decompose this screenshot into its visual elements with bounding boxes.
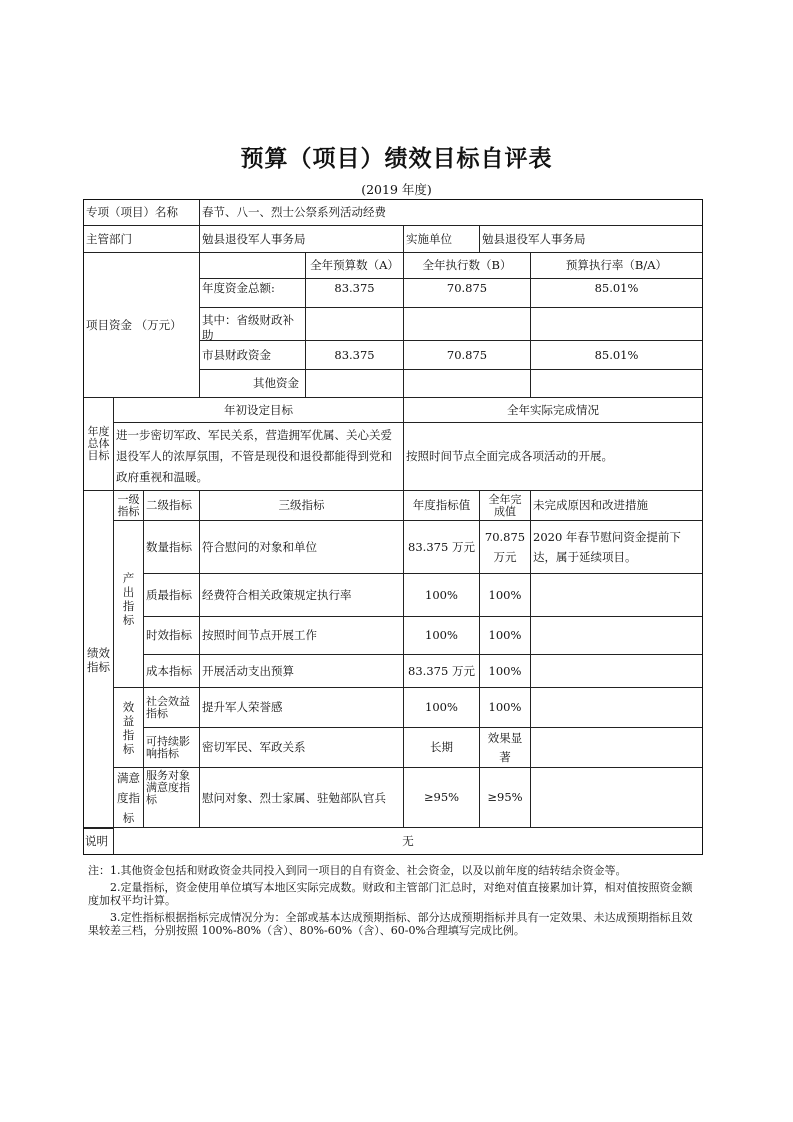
- funding-row-actual: 70.875: [403, 340, 531, 370]
- funding-header-blank: [199, 252, 306, 279]
- group-output-label: 产出指标: [113, 520, 144, 688]
- group-benefit-label: 效益指标: [113, 687, 144, 768]
- indicator-level2: 时效指标: [143, 616, 200, 655]
- indicator-level2: 质最指标: [143, 573, 200, 617]
- funding-row-label: 其他资金: [199, 369, 306, 398]
- impl-value: 勉县退役军人事务局: [479, 225, 703, 253]
- header-level1: 一级指标: [113, 490, 144, 521]
- indicator-level3: 符合慰问的对象和单位: [199, 520, 404, 574]
- indicator-level2: 可持续影响指标: [143, 727, 200, 768]
- dept-label: 主管部门: [83, 225, 200, 253]
- impl-label: 实施单位: [403, 225, 480, 253]
- indicator-target: 长期: [403, 727, 480, 768]
- funding-row-actual: [403, 369, 531, 398]
- indicator-target: ≥95%: [403, 767, 480, 828]
- indicator-reason: [530, 687, 703, 728]
- indicator-actual: 100%: [479, 616, 531, 655]
- indicator-level2: 成本指标: [143, 654, 200, 688]
- indicator-level3: 密切军民、军政关系: [199, 727, 404, 768]
- goals-actual-header: 全年实际完成情况: [403, 397, 703, 423]
- goals-actual-text: 按照时间节点全面完成各项活动的开展。: [403, 422, 703, 491]
- indicator-target: 100%: [403, 573, 480, 617]
- indicator-reason: [530, 727, 703, 768]
- indicator-level3: 提升军人荣誉感: [199, 687, 404, 728]
- funding-row-rate: 85.01%: [530, 278, 703, 308]
- funding-header-rate: 预算执行率（B/A）: [530, 252, 703, 279]
- goals-initial-header: 年初设定目标: [113, 397, 404, 423]
- header-level3: 三级指标: [199, 490, 404, 521]
- funding-row-rate: 85.01%: [530, 340, 703, 370]
- funding-header-actual: 全年执行数（B）: [403, 252, 531, 279]
- notes: [88, 864, 703, 941]
- indicator-reason: [530, 573, 703, 617]
- indicator-level2: 数量指标: [143, 520, 200, 574]
- document-title: 预算（项目）绩效目标自评表: [240, 146, 553, 172]
- funding-row-actual: [403, 307, 531, 341]
- indicator-level3: 开展活动支出预算: [199, 654, 404, 688]
- indicator-target: 100%: [403, 687, 480, 728]
- indicator-reason: [530, 654, 703, 688]
- funding-header-budget: 全年预算数（A）: [305, 252, 404, 279]
- group-satisfaction-label: 满意度指标: [113, 767, 144, 828]
- document-year: (2019 年度): [361, 182, 432, 197]
- note-1: 注：1.其他资金包括和财政资金共同投入到同一项目的自有资金、社会资金，以及以前年度的结转结余资金等。: [88, 864, 627, 877]
- project-name-value: 春节、八一、烈士公祭系列活动经费: [199, 199, 703, 226]
- funding-row-label: 年度资金总额:: [199, 278, 306, 308]
- indicator-reason: [530, 767, 703, 828]
- funding-row-budget: [305, 369, 404, 398]
- indicator-actual: 100%: [479, 573, 531, 617]
- indicator-level2: 服务对象满意度指标: [143, 767, 200, 828]
- indicator-target: 100%: [403, 616, 480, 655]
- header-target: 年度指标值: [403, 490, 480, 521]
- funding-row-budget: 83.375: [305, 278, 404, 308]
- indicator-level2: 社会效益指标: [143, 687, 200, 728]
- note-2: 2.定量指标，资金使用单位填写本地区实际完成数。财政和主管部门汇总时，对绝对值直接累加计算，相对值按照资金额度加权平均计算。: [88, 881, 693, 907]
- funding-row-rate: [530, 369, 703, 398]
- header-reason: 未完成原因和改进措施: [530, 490, 703, 521]
- goals-initial-text: 进一步密切军政、军民关系，营造拥军优属、关心关爱退役军人的浓厚氛围，不管是现役和退役都能得到党和政府重视和温暖。: [113, 422, 404, 491]
- indicator-level3: 按照时间节点开展工作: [199, 616, 404, 655]
- header-actual: 全年完成值: [479, 490, 531, 521]
- funding-row-actual: 70.875: [403, 278, 531, 308]
- indicator-actual: 效果显著: [479, 727, 531, 768]
- funding-row-rate: [530, 307, 703, 341]
- project-name-label: 专项（项目）名称: [83, 199, 200, 226]
- dept-value: 勉县退役军人事务局: [199, 225, 404, 253]
- indicator-actual: 70.875 万元: [479, 520, 531, 574]
- indicator-actual: 100%: [479, 654, 531, 688]
- indicator-actual: ≥95%: [479, 767, 531, 828]
- indicator-reason: 2020 年春节慰问资金提前下达，属于延续项目。: [530, 520, 703, 574]
- indicators-section-label: 绩效指标: [83, 490, 114, 829]
- funding-row-budget: [305, 307, 404, 341]
- header-level2: 二级指标: [143, 490, 200, 521]
- indicator-reason: [530, 616, 703, 655]
- indicator-target: 83.375 万元: [403, 654, 480, 688]
- funding-row-budget: 83.375: [305, 340, 404, 370]
- remark-value: 无: [113, 827, 703, 855]
- funding-section-label: 项目资金 （万元）: [83, 252, 200, 398]
- indicator-target: 83.375 万元: [403, 520, 480, 574]
- funding-row-label: 市县财政资金: [199, 340, 306, 370]
- remark-label: 说明: [83, 827, 114, 855]
- indicator-level3: 经费符合相关政策规定执行率: [199, 573, 404, 617]
- note-3: 3.定性指标根据指标完成情况分为：全部或基本达成预期指标、部分达成预期指标并具有一定效果、未达成预期指标且效果较差三档，分别按照 100%-80%（含）、80%-60%（含）、60-0%合理填写完成比例。: [88, 911, 693, 937]
- indicator-level3: 慰问对象、烈士家属、驻勉部队官兵: [199, 767, 404, 828]
- indicator-actual: 100%: [479, 687, 531, 728]
- funding-row-label: 其中：省级财政补助: [199, 307, 306, 341]
- self-evaluation-table: [83, 199, 703, 855]
- goals-section-label: 年度总体目标: [83, 397, 114, 491]
